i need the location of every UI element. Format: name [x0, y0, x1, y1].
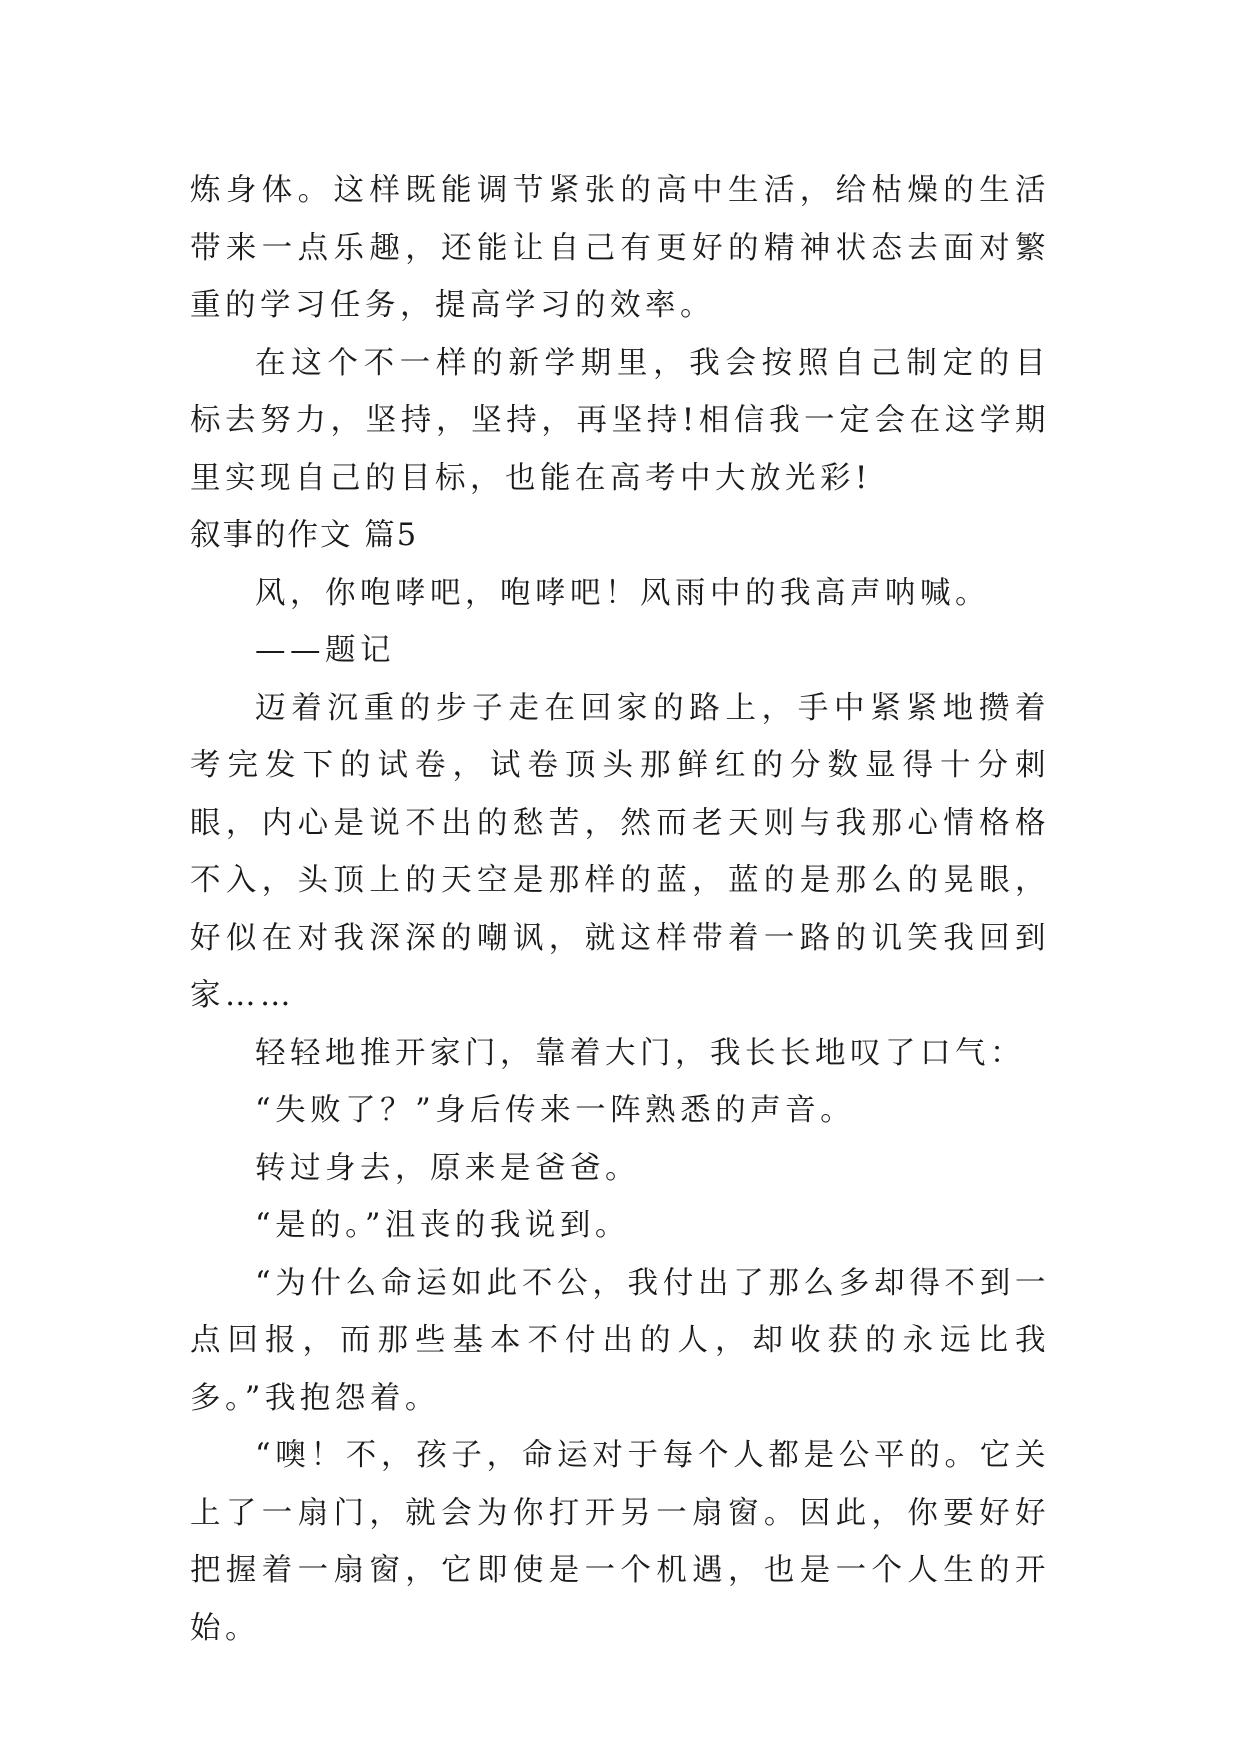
document-body	[190, 162, 1050, 1657]
paragraph: 转过身去，原来是爸爸。	[255, 1150, 640, 1186]
paragraph: 迈着沉重的步子走在回家的路上，手中紧紧地攒着考完发下的试卷，试卷顶头那鲜红的分数显得十分刺眼，内心是说不出的愁苦，然而老天则与我那心情格格不入，头顶上的天空是那样的蓝，蓝的是那么的晃眼，好似在对我深深的嘲讽，就这样带着一路的讥笑我回到家……	[190, 690, 1050, 1013]
epigraph-attribution: ——题记	[255, 633, 395, 668]
paragraph: 炼身体。这样既能调节紧张的高中生活，给枯燥的生活带来一点乐趣，还能让自己有更好的精神状态去面对繁重的学习任务，提高学习的效率。	[190, 173, 1050, 323]
section-heading: 叙事的作文 篇5	[190, 518, 419, 553]
paragraph: 在这个不一样的新学期里，我会按照自己制定的目标去努力，坚持，坚持，再坚持!相信我一定会在这学期里实现自己的目标，也能在高考中大放光彩!	[190, 345, 1050, 496]
dialogue-line: “噢！不，孩子，命运对于每个人都是公平的。它关上了一扇门，就会为你打开另一扇窗。因此，你要好好把握着一扇窗，它即使是一个机遇，也是一个人生的开始。	[190, 1438, 1050, 1646]
paragraph: 轻轻地推开家门，靠着大门，我长长地叹了口气：	[255, 1035, 1025, 1071]
dialogue-line: “失败了？”身后传来一阵熟悉的声音。	[255, 1093, 856, 1128]
dialogue-line: “是的。”沮丧的我说到。	[255, 1208, 630, 1243]
dialogue-line: “为什么命运如此不公，我付出了那么多却得不到一点回报，而那些基本不付出的人，却收获的永远比我多。”我抱怨着。	[190, 1265, 1050, 1416]
epigraph: 风，你咆哮吧，咆哮吧！风雨中的我高声呐喊。	[255, 575, 990, 611]
